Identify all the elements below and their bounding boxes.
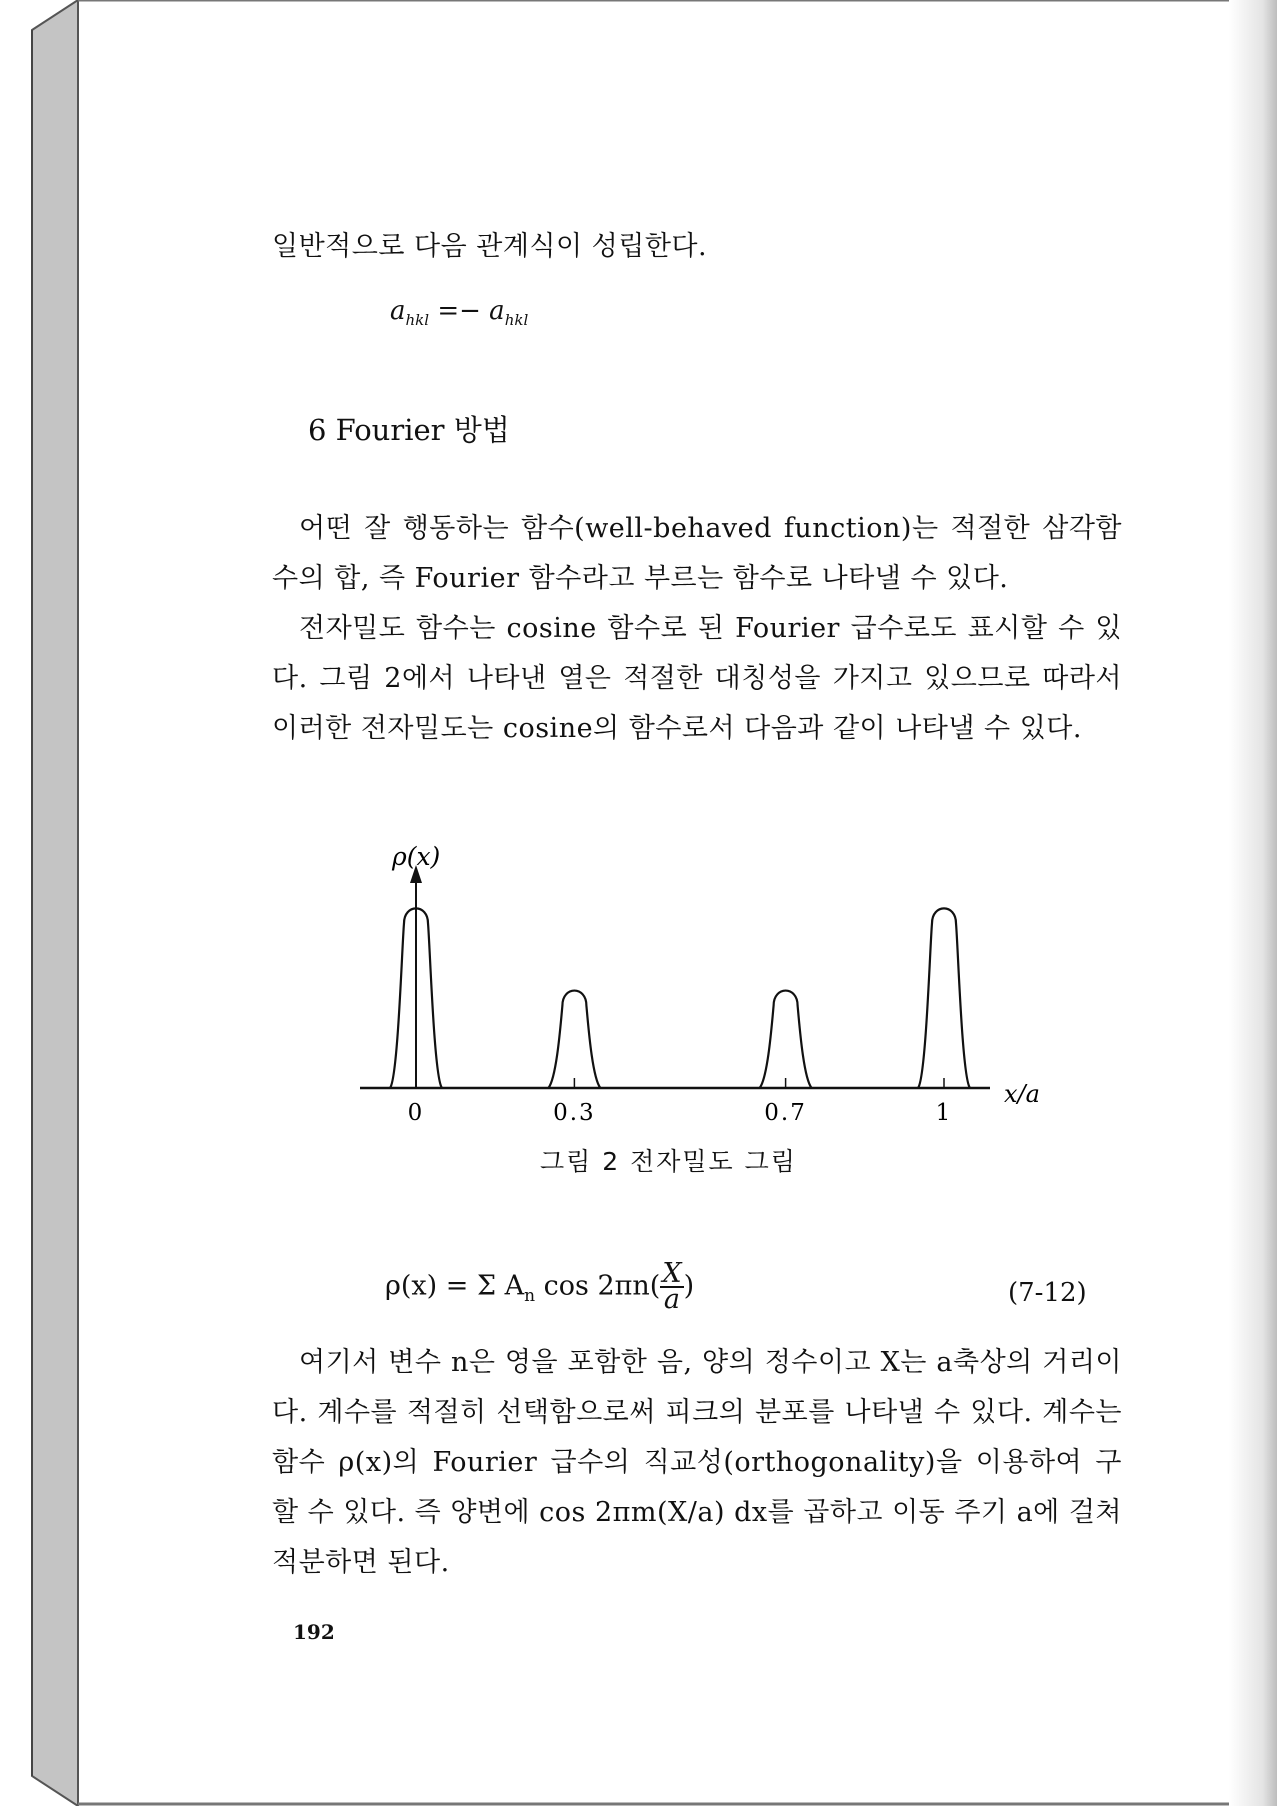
ticks-group xyxy=(408,1100,953,1126)
equation-fraction xyxy=(660,1258,683,1315)
figure-caption: 그림 2 전자밀도 그림 xyxy=(540,1147,797,1176)
fraction-denominator: a xyxy=(663,1284,681,1315)
x-tick-label-0: 0 xyxy=(407,1100,425,1126)
equation-number: (7-12) xyxy=(1008,1278,1087,1308)
x-tick-label-1: 0.3 xyxy=(553,1100,596,1126)
fraction-numerator: X xyxy=(662,1258,682,1289)
density-peak-1 xyxy=(548,991,600,1088)
y-axis-label: ρ(x) xyxy=(392,842,441,871)
electron-density-chart xyxy=(340,835,1060,1135)
x-tick-label-2: 0.7 xyxy=(764,1100,807,1126)
intro-line xyxy=(272,222,1122,272)
relation-rhs: =− a xyxy=(437,296,505,326)
page-number: 192 xyxy=(293,1620,335,1644)
density-peak-2 xyxy=(760,991,812,1088)
paragraph-2: 전자밀도 함수는 cosine 함수로 된 Fourier 급수로도 표시할 수 있다. 그림 2에서 나타낸 열은 적절한 대칭성을 가지고 있으므로 따라서 이러한 전자밀도는 cosine의 함수로서 다음과 같이 나타낼 수 있다. xyxy=(272,613,1122,744)
x-tick-label-3: 1 xyxy=(935,1100,953,1126)
equation-sub-n: n xyxy=(524,1285,536,1306)
paragraph-3: 여기서 변수 n은 영을 포함한 음, 양의 정수이고 X는 a축상의 거리이다. 계수를 적절히 선택함으로써 피크의 분포를 나타낼 수 있다. 계수는 함수 ρ(x)의 Fourier 급수의 직교성(orthogonality)을 이용하여 구할 수 있다. 즉 양변에 cos 2πm(X/a) dx를 곱하고 이동 주기 a에 걸쳐 적분하면 된다. xyxy=(272,1347,1122,1578)
relation-equation xyxy=(390,296,528,329)
intro-text: 일반적으로 다음 관계식이 성립한다. xyxy=(272,231,708,262)
density-peak-3 xyxy=(918,908,970,1088)
peaks-group xyxy=(390,908,970,1088)
equation-text-before: ρ(x) = Σ A xyxy=(385,1270,525,1302)
page-shadow xyxy=(1229,0,1277,1806)
body-text-bottom xyxy=(272,1338,1122,1588)
relation-rhs-sub: hkl xyxy=(504,311,529,330)
equation-text-end: ) xyxy=(683,1270,695,1302)
x-axis-label: x/a xyxy=(1004,1080,1040,1108)
relation-lhs: a xyxy=(390,296,406,326)
body-text-top xyxy=(272,504,1122,754)
paragraph-1: 어떤 잘 행동하는 함수(well-behaved function)는 적절한 삼각함수의 합, 즉 Fourier 함수라고 부르는 함수로 나타낼 수 있다. xyxy=(272,513,1122,594)
section-heading: 6 Fourier 방법 xyxy=(308,413,510,447)
relation-lhs-sub: hkl xyxy=(405,311,430,330)
equation-text-mid: cos 2πn( xyxy=(535,1270,661,1302)
main-equation xyxy=(385,1258,695,1315)
